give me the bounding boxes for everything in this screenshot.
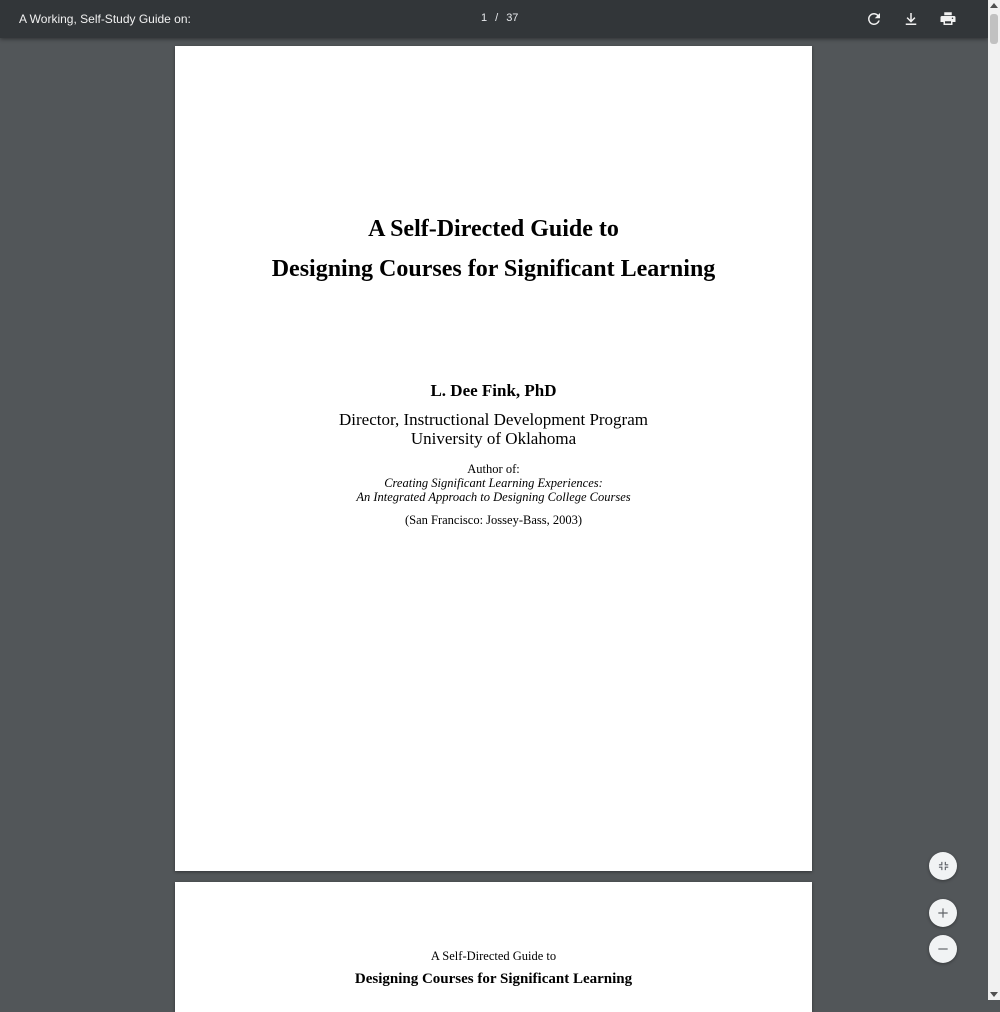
fit-to-page-button[interactable]: [929, 852, 957, 880]
page-header-line-2: Designing Courses for Significant Learning: [354, 971, 633, 987]
pdf-page-2: [175, 882, 812, 1012]
total-pages: 37: [506, 12, 519, 24]
page-separator: /: [495, 12, 499, 24]
rotate-button[interactable]: [862, 7, 886, 31]
vertical-scrollbar[interactable]: [988, 0, 1000, 1000]
print-icon: [939, 10, 957, 28]
print-button[interactable]: [936, 7, 960, 31]
zoom-in-icon: [936, 906, 950, 920]
cover-title-line-1: A Self-Directed Guide to: [368, 216, 619, 242]
rotate-icon: [865, 10, 883, 28]
book-title-line-1: Creating Significant Learning Experiences:: [384, 476, 603, 490]
author-of-label: Author of:: [467, 462, 520, 476]
fit-to-page-icon: [936, 859, 950, 873]
author-name: L. Dee Fink, PhD: [430, 381, 557, 400]
pdf-page-1: [175, 46, 812, 871]
scroll-down-icon[interactable]: [990, 992, 998, 997]
scrollbar-thumb[interactable]: [990, 14, 998, 44]
zoom-out-icon: [936, 942, 950, 956]
page-indicator: [481, 10, 518, 26]
zoom-out-button[interactable]: [929, 935, 957, 963]
affiliation-line-2: University of Oklahoma: [410, 429, 577, 448]
publisher-info: (San Francisco: Jossey-Bass, 2003): [404, 513, 583, 527]
zoom-in-button[interactable]: [929, 899, 957, 927]
download-button[interactable]: [899, 7, 923, 31]
document-title: A Working, Self-Study Guide on:: [19, 12, 191, 26]
viewer-toolbar: [0, 0, 988, 38]
book-title-line-2: An Integrated Approach to Designing College Courses: [356, 490, 631, 504]
current-page-input[interactable]: 1: [481, 12, 488, 24]
page-header-line-1: A Self-Directed Guide to: [430, 949, 557, 963]
download-icon: [902, 10, 920, 28]
affiliation-line-1: Director, Instructional Development Program: [338, 410, 648, 429]
scroll-up-icon[interactable]: [990, 3, 998, 8]
cover-title-line-2: Designing Courses for Significant Learning: [271, 256, 716, 282]
